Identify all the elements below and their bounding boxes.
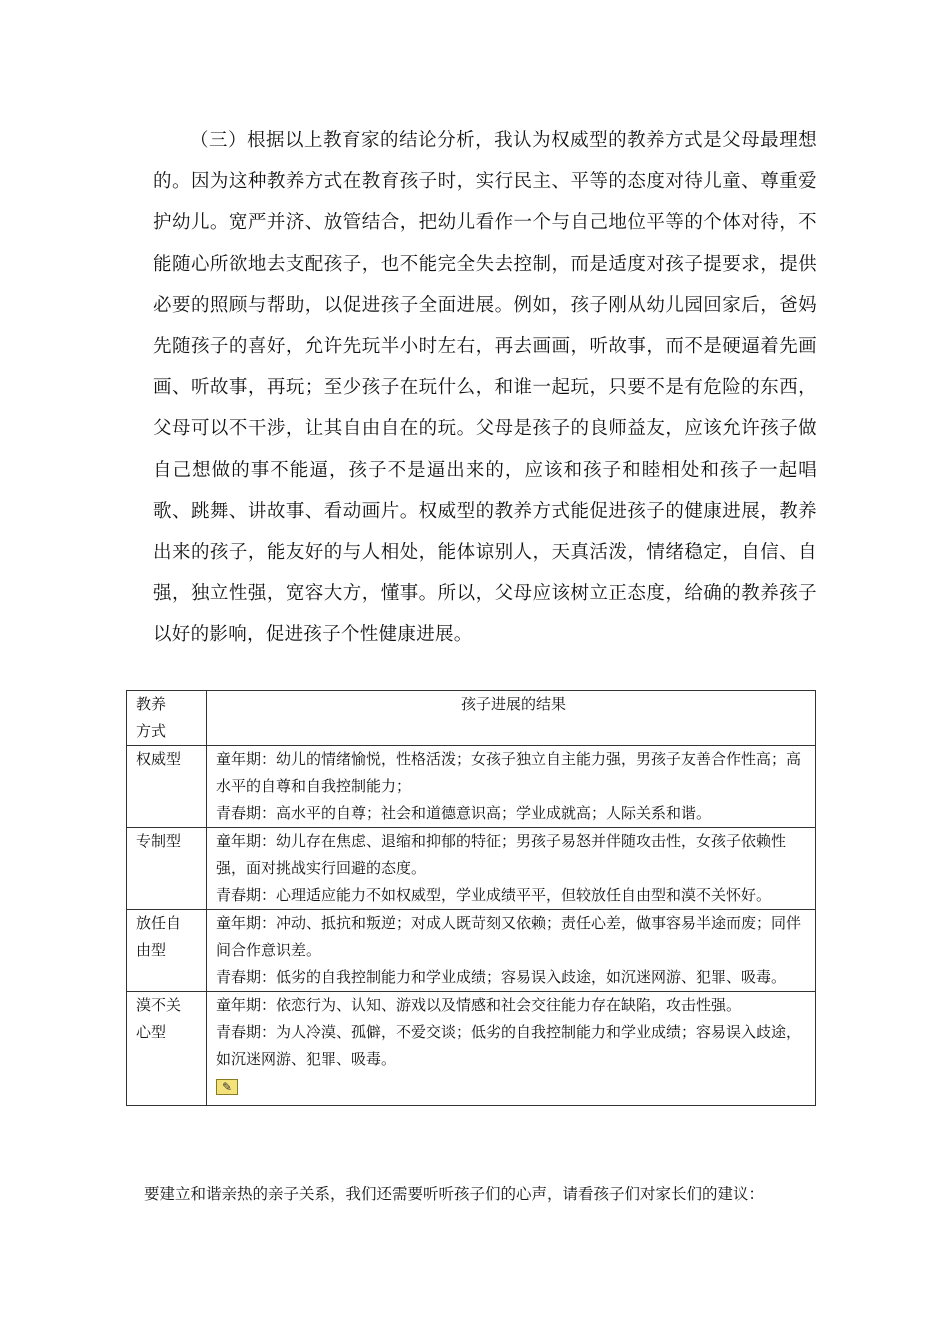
table-row (127, 910, 816, 992)
outcome-cell (207, 746, 816, 828)
adolescence-outcome: 青春期：为人冷漠、孤僻，不爱交谈；低劣的自我控制能力和学业成绩；容易误入歧途，如沉迷网游、犯罪、吸毒。 (216, 1023, 802, 1068)
outcome-cell (207, 828, 816, 910)
table-row (127, 746, 816, 828)
parenting-styles-table (126, 690, 816, 1106)
childhood-outcome: 童年期：幼儿存在焦虑、退缩和抑郁的特征；男孩子易怒并伴随攻击性，女孩子依赖性强，面对挑战实行回避的态度。 (216, 832, 787, 877)
adolescence-outcome: 青春期：心理适应能力不如权威型，学业成绩平平，但较放任自由型和漠不关怀好。 (216, 886, 772, 904)
adolescence-outcome: 青春期：高水平的自尊；社会和道德意识高；学业成就高；人际关系和谐。 (216, 804, 712, 822)
header-col1-line1: 教养 (136, 695, 167, 713)
style-name-line1: 权威型 (136, 750, 182, 768)
childhood-outcome: 童年期：幼儿的情绪愉悦，性格活泼；女孩子独立自主能力强，男孩子友善合作性高；高水平的自尊和自我控制能力； (216, 750, 802, 795)
header-outcome: 孩子进展的结果 (207, 691, 816, 746)
outcome-cell (207, 992, 816, 1106)
style-cell (127, 828, 207, 910)
style-name-line1: 放任自 (136, 914, 182, 932)
main-paragraph: （三）根据以上教育家的结论分析，我认为权威型的教养方式是父母最理想的。因为这种教养方式在教育孩子时，实行民主、平等的态度对待儿童、尊重爱护幼儿。宽严并济、放管结合，把幼儿看作一个与自己地位平等的个体对待，不能随心所欲地去支配孩子，也不能完全失去控制，而是适度对孩子提要求，提供必要的照顾与帮助，以促进孩子全面进展。例如，孩子刚从幼儿园回家后，爸妈先随孩子的喜好，允许先玩半小时左右，再去画画，听故事，而不是硬逼着先画画、听故事，再玩；至少孩子在玩什么，和谁一起玩，只要不是有危险的东西，父母可以不干涉，让其自由自在的玩。父母是孩子的良师益友，应该允许孩子做自己想做的事不能逼，孩子不是逼出来的，应该和孩子和睦相处和孩子一起唱歌、跳舞、讲故事、看动画片。权威型的教养方式能促进孩子的健康进展，教养出来的孩子，能友好的与人相处，能体谅别人，天真活泼，情绪稳定，自信、自强，独立性强，宽容大方，懂事。所以，父母应该树立正态度，给确的教养孩子以好的影响，促进孩子个性健康进展。 (153, 130, 817, 646)
outcome-cell (207, 910, 816, 992)
style-cell (127, 746, 207, 828)
childhood-outcome: 童年期：冲动、抵抗和叛逆；对成人既苛刻又依赖；责任心差，做事容易半途而废；同伴间合作意识差。 (216, 914, 802, 959)
style-name-line2: 由型 (136, 941, 167, 959)
style-name-line1: 专制型 (136, 832, 182, 850)
pencil-edit-icon[interactable]: ✎ (216, 1079, 238, 1095)
style-cell (127, 910, 207, 992)
style-cell (127, 992, 207, 1106)
table-row (127, 992, 816, 1106)
closing-sentence: 要建立和谐亲热的亲子关系，我们还需要听听孩子们的心声，请看孩子们对家长们的建议： (144, 1185, 765, 1203)
style-name-line1: 漠不关 (136, 996, 182, 1014)
table-header-row (127, 691, 816, 746)
style-name-line2: 心型 (136, 1023, 167, 1041)
adolescence-outcome: 青春期：低劣的自我控制能力和学业成绩；容易误入歧途，如沉迷网游、犯罪、吸毒。 (216, 968, 787, 986)
table-row (127, 828, 816, 910)
childhood-outcome: 童年期：依恋行为、认知、游戏以及情感和社会交往能力存在缺陷，攻击性强。 (216, 996, 742, 1014)
header-col1-line2: 方式 (136, 722, 167, 740)
header-parenting-style (127, 691, 207, 746)
